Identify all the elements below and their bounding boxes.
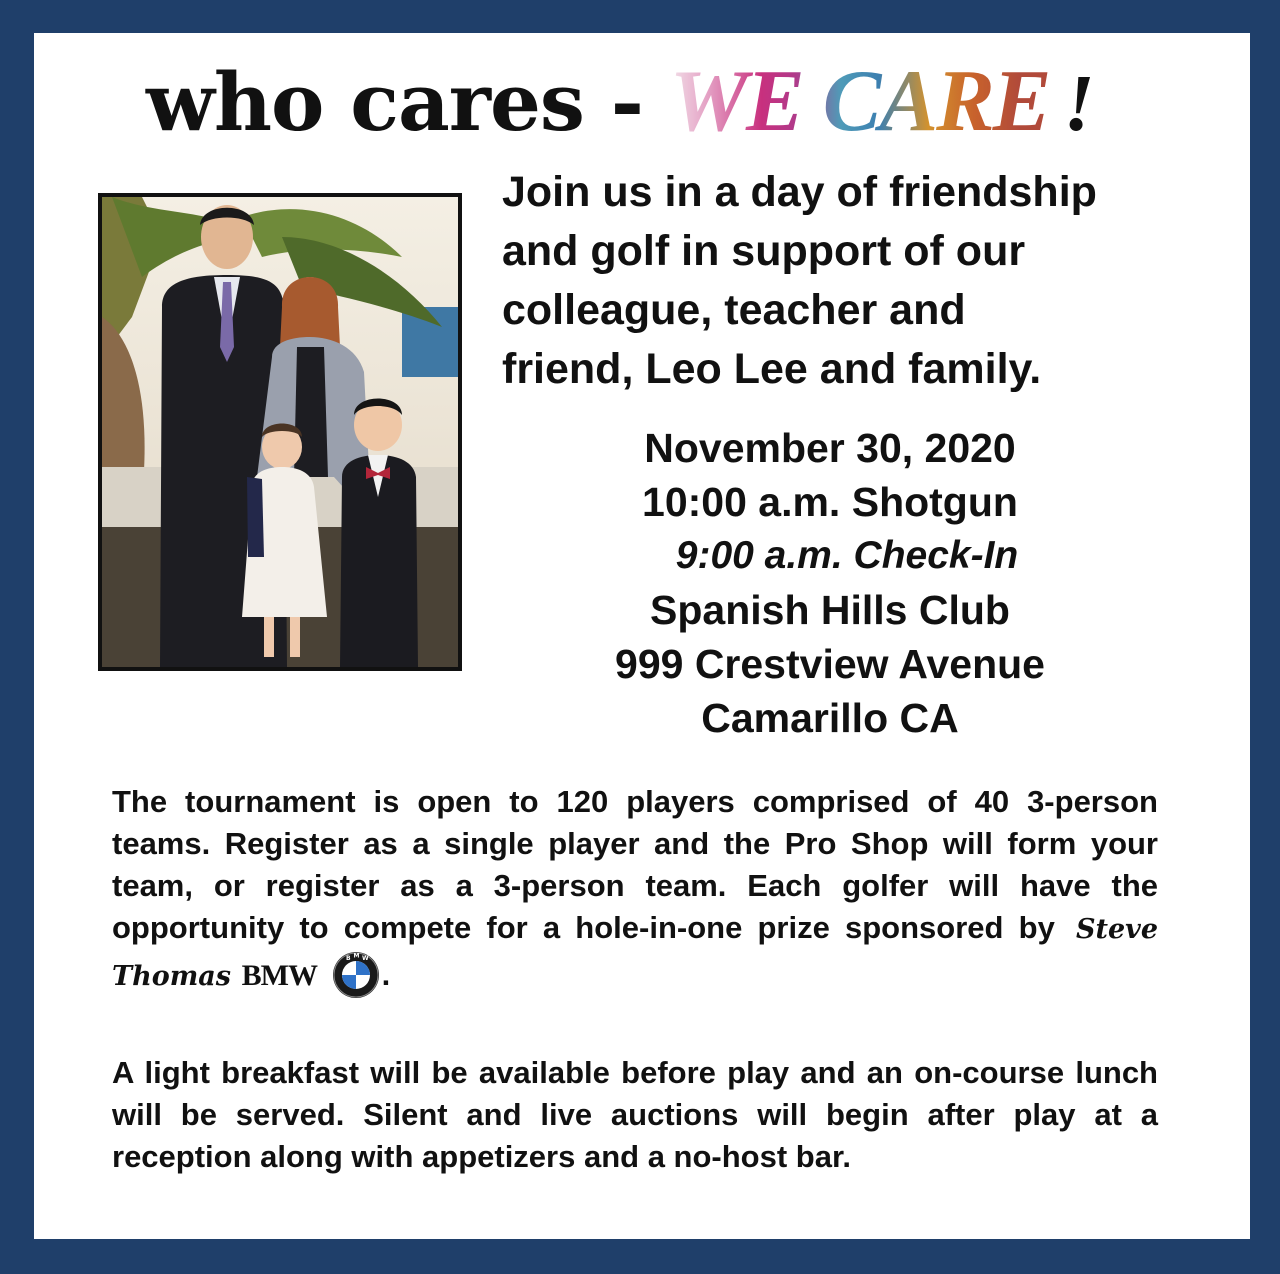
family-photo xyxy=(98,193,462,671)
food-auction-paragraph: A light breakfast will be available before play and an on-course lunch will be served. Silent and live auctions will begin after play at a reception along with appetizers and a no-host bar. xyxy=(112,1055,1158,1174)
tournament-details xyxy=(112,781,1158,1178)
event-street: 999 Crestview Avenue xyxy=(615,641,1045,687)
intro-text xyxy=(502,163,1232,399)
bmw-letter: W xyxy=(361,955,369,962)
event-checkin-time: 9:00 a.m. Check-In xyxy=(675,534,1019,577)
bmw-roundel-icon xyxy=(332,951,380,1010)
headline-lead: who cares - xyxy=(146,55,670,149)
sponsor-period: . xyxy=(381,957,391,992)
sponsor-brand: BMW xyxy=(241,959,317,992)
headline xyxy=(146,51,1146,161)
family-photo-icon xyxy=(102,197,458,667)
tournament-paragraph xyxy=(112,781,1158,1010)
event-date: November 30, 2020 xyxy=(644,425,1016,471)
sponsor-name: Steve Thomas xyxy=(112,914,1158,992)
event-start-time: 10:00 a.m. Shotgun xyxy=(642,479,1018,525)
headline-mark: ! xyxy=(1063,60,1095,148)
event-city: Camarillo CA xyxy=(701,695,959,741)
bmw-letter: M xyxy=(353,952,360,960)
intro-line: Join us in a day of friendship xyxy=(502,168,1097,216)
bmw-letter: B xyxy=(345,955,351,962)
event-venue: Spanish Hills Club xyxy=(650,587,1010,633)
headline-emphasis: WE CARE xyxy=(669,53,1050,150)
flyer-card xyxy=(34,33,1250,1239)
intro-line: colleague, teacher and xyxy=(502,286,966,334)
intro-line: friend, Leo Lee and family. xyxy=(502,345,1042,393)
event-details xyxy=(490,421,1170,745)
intro-line: and golf in support of our xyxy=(502,227,1026,275)
tournament-info: The tournament is open to 120 players comprised of 40 3-person teams. Register as a single player and the Pro Shop will form your team, or register as a 3-person team. Each golfer will have the opportunity to compete for a hole-in-one prize sponsored by xyxy=(112,784,1158,945)
